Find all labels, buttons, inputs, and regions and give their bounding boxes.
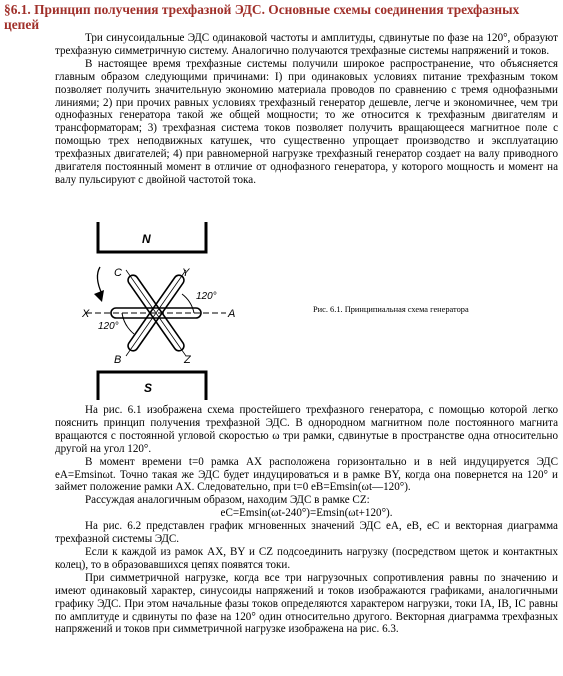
terminal-label-z: Z xyxy=(184,354,191,366)
rotation-arc xyxy=(97,267,102,294)
body-text xyxy=(55,404,558,636)
paragraph-intro-2: В настоящее время трехфазные системы получили широкое распространение, что объясняется главным образом следующими причинами: I) при одинаковых условиях питание трехфазным током позволяет получить значительную экономию материала проводов по сравнению с тремя однофазными линиями; 2) при прочих равных условиях трехфазный генератор дешевле, легче и экономичнее, чем три однофазных генератора такой же общей мощности; то же относится к трехфазным двигателям и трансформаторам; 3) трехфазная система токов позволяет получить вращающееся магнитное поле с помощью трех неподвижных катушек, что существенно упрощает производство и эксплуатацию трехфазных двигателей; 4) при равномерной нагрузке трехфазный генератор создает на валу приводного двигателя постоянный момент в отличие от однофазного генератора, у которого мощность и момент на валу пульсируют с двойной частотой тока. xyxy=(55,57,558,186)
rotation-arrow-icon xyxy=(94,290,104,302)
paragraph-body-5: Если к каждой из рамок AX, BY и CZ подсоединить нагрузку (посредством щеток и контактных колец), то в образовавшихся цепях появятся токи. xyxy=(55,545,558,571)
angle-arc-2 xyxy=(122,313,134,334)
terminal-label-c: C xyxy=(114,267,122,279)
north-pole-label: N xyxy=(142,232,151,246)
angle-label-1: 120° xyxy=(196,291,217,302)
paragraph-body-1: На рис. 6.1 изображена схема простейшего трехфазного генератора, с помощью которой легко пояснить принцип получения трехфазной ЭДС. В однородном магнитном поле постоянного магнита вращаются с постоянной угловой скоростью ω три рамки, сдвинутые в пространстве одна относительно другой на угол 120°. xyxy=(55,404,558,455)
south-pole-label: S xyxy=(144,381,153,395)
paragraph-intro-1: Три синусоидальные ЭДС одинаковой частоты и амплитуды, сдвинутые по фазе на 120°, образуют трехфазную симметричную систему. Аналогично получаются трехфазные системы напряжений и токов. xyxy=(55,32,558,57)
section-title: §6.1. Принцип получения трехфазной ЭДС. Основные схемы соединения трехфазных цепей xyxy=(4,2,520,32)
intro-text xyxy=(55,32,558,187)
terminal-label-b: B xyxy=(114,354,122,366)
generator-diagram xyxy=(84,222,294,400)
paragraph-body-3: Рассуждая аналогичным образом, находим ЭДС в рамке CZ: xyxy=(85,494,370,507)
angle-arc-1 xyxy=(182,294,194,313)
paragraph-body-2: В момент времени t=0 рамка AX расположена горизонтально и в ней индуцируется ЭДС eA=Emsinωt. Точно такая же ЭДС будет индуцироваться и в рамке BY, когда она повернется на 120° и займет положение рамки AX. Следовательно, при t=0 eB=Emsin(ωt—120°). xyxy=(55,455,558,494)
north-pole-shape xyxy=(98,222,206,252)
terminal-label-a: A xyxy=(228,308,236,320)
terminal-label-x: X xyxy=(82,308,90,320)
paragraph-body-4: На рис. 6.2 представлен график мгновенных значений ЭДС eA, eB, eC и векторная диаграмма трехфазной системы ЭДС. xyxy=(55,520,558,546)
formula-ec: eC=Emsin(ωt-240°)=Emsin(ωt+120°). xyxy=(220,507,393,520)
angle-label-2: 120° xyxy=(98,321,119,332)
terminal-label-y: Y xyxy=(182,267,190,279)
paragraph-body-6: При симметричной нагрузке, когда все три нагрузочных сопротивления равны по значению и имеют одинаковый характер, синусоиды напряжений и токов изображаются графиками, аналогичными графику ЭДС. При этом начальные фазы токов определяются характером нагрузки, токи IA, IB, IC равны по амплитуде и сдвинуты по фазе на 120° один относительно другого. Векторная диаграмма трехфазных напряжений и токов при симметричной нагрузке изображена на рис. 6.3. xyxy=(55,571,558,636)
figure-caption: Рис. 6.1. Принципиальная схема генератора xyxy=(313,305,469,314)
